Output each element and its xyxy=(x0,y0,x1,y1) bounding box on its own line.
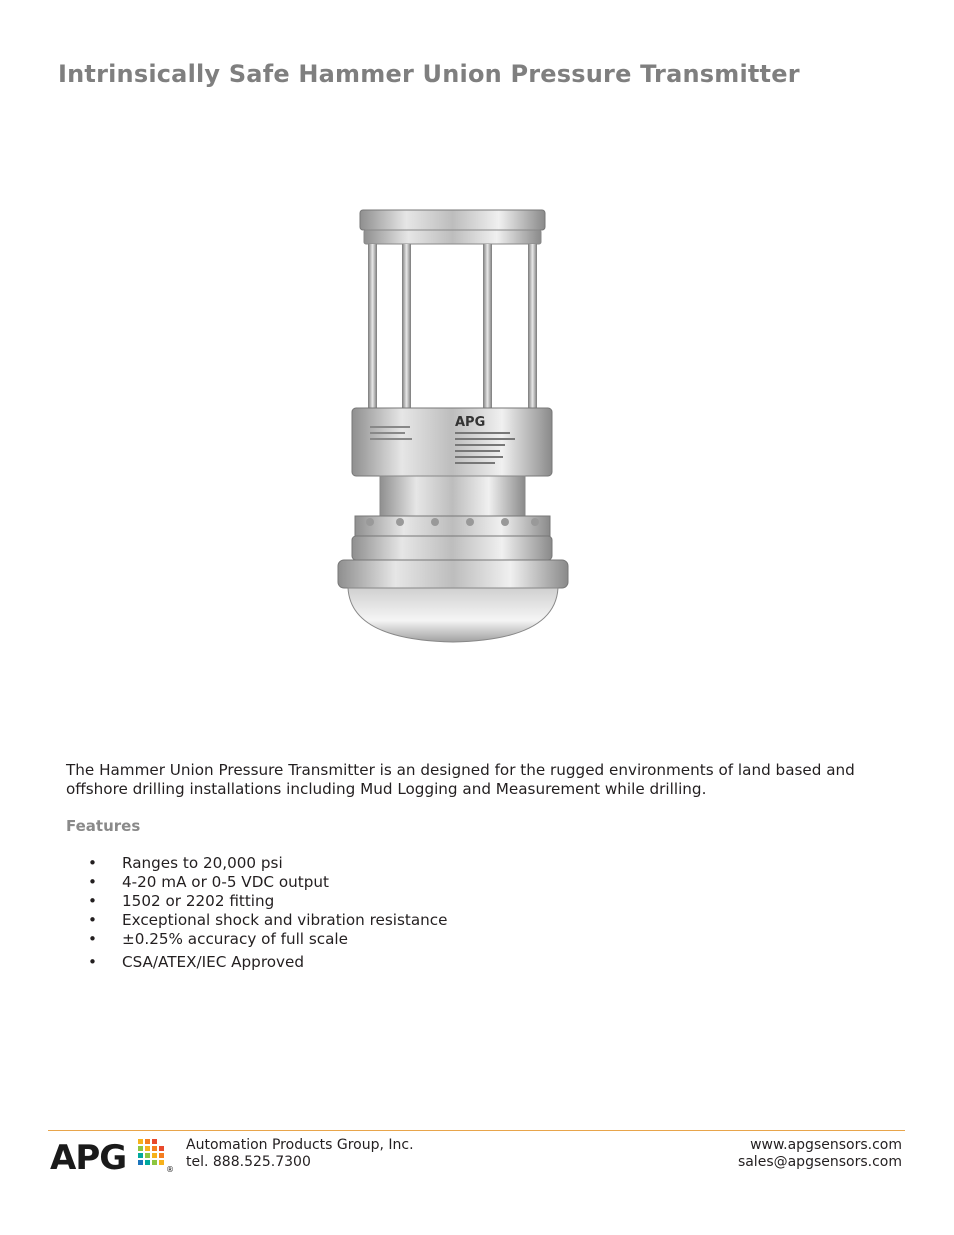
list-item xyxy=(88,911,448,930)
list-item xyxy=(88,953,448,972)
page-title: Intrinsically Safe Hammer Union Pressure Transmitter xyxy=(58,60,800,88)
logo-color-grid-icon xyxy=(138,1139,164,1165)
bullet-icon: • xyxy=(88,911,97,929)
list-item xyxy=(88,930,448,949)
list-item xyxy=(88,873,448,892)
features-heading: Features xyxy=(66,817,141,835)
feature-text: 4-20 mA or 0-5 VDC output xyxy=(122,873,329,891)
company-name: Automation Products Group, Inc. xyxy=(186,1137,414,1153)
logo-text: APG xyxy=(50,1138,127,1176)
bullet-icon: • xyxy=(88,953,97,971)
pressure-transmitter-photo xyxy=(330,200,580,650)
feature-text: Exceptional shock and vibration resistance xyxy=(122,911,448,929)
features-list xyxy=(88,854,448,972)
bullet-icon: • xyxy=(88,930,97,948)
footer-divider xyxy=(48,1130,905,1131)
list-item xyxy=(88,854,448,873)
website-link[interactable]: www.apgsensors.com xyxy=(750,1137,902,1153)
feature-text: CSA/ATEX/IEC Approved xyxy=(122,953,304,971)
bullet-icon: • xyxy=(88,854,97,872)
list-item xyxy=(88,892,448,911)
product-description: The Hammer Union Pressure Transmitter is an designed for the rugged environments of land based and offshore drilling installations including Mud Logging and Measurement while drilling. xyxy=(66,761,855,798)
feature-text: Ranges to 20,000 psi xyxy=(122,854,283,872)
bullet-icon: • xyxy=(88,892,97,910)
phone-number: tel. 888.525.7300 xyxy=(186,1154,311,1170)
apg-logo xyxy=(50,1136,176,1176)
email-link[interactable]: sales@apgsensors.com xyxy=(737,1154,902,1170)
label-brand-text: APG xyxy=(455,415,486,430)
bullet-icon: • xyxy=(88,873,97,891)
footer-contact xyxy=(738,1137,902,1171)
footer-company-info xyxy=(186,1137,414,1171)
feature-text: 1502 or 2202 fitting xyxy=(122,892,275,910)
registered-mark: ® xyxy=(166,1165,174,1174)
feature-text: ±0.25% accuracy of full scale xyxy=(122,930,348,948)
